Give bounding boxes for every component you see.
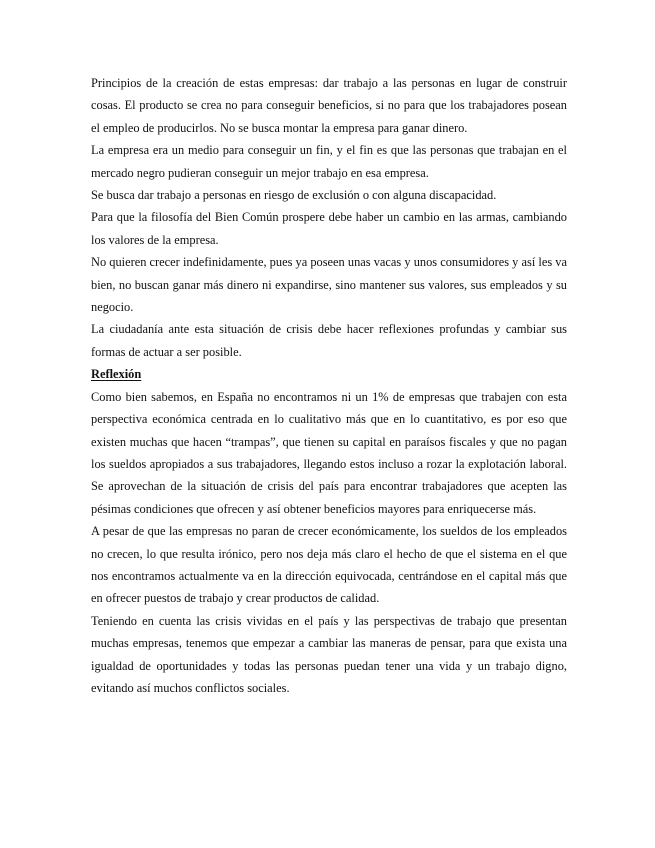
section-heading: Reflexión <box>91 367 142 382</box>
intro-section <box>91 72 567 363</box>
paragraph: Teniendo en cuenta las crisis vividas en el país y las perspectivas de trabajo que presentan muchas empresas, tenemos que empezar a cambiar las maneras de pensar, para que exista una igualdad de oportunidades y todas las personas puedan tener una vida y un trabajo digno, evitando así muchos conflictos sociales. <box>91 613 567 695</box>
paragraph: Principios de la creación de estas empresas: dar trabajo a las personas en lugar de construir cosas. El producto se crea no para conseguir beneficios, si no para que los trabajadores posean el empleo de producirlos. No se busca montar la empresa para ganar dinero. <box>91 76 567 135</box>
paragraph: La ciudadanía ante esta situación de crisis debe hacer reflexiones profundas y cambiar sus formas de actuar a ser posible. <box>91 322 567 359</box>
reflection-section <box>91 363 567 699</box>
paragraph: La empresa era un medio para conseguir un fin, y el fin es que las personas que trabajan en el mercado negro pudieran conseguir un mejor trabajo en esa empresa. <box>91 143 567 180</box>
document-page <box>91 72 567 699</box>
paragraph: Se busca dar trabajo a personas en riesgo de exclusión o con alguna discapacidad. <box>91 188 497 203</box>
paragraph: A pesar de que las empresas no paran de crecer económicamente, los sueldos de los empleados no crecen, lo que resulta irónico, pero nos deja más claro el hecho de que el sistema en el que nos encontramos actualmente va en la dirección equivocada, centrándose en el capital más que en ofrecer puestos de trabajo y crear productos de calidad. <box>91 524 567 606</box>
paragraph: Para que la filosofía del Bien Común prospere debe haber un cambio en las armas, cambiando los valores de la empresa. <box>91 210 567 247</box>
paragraph: Como bien sabemos, en España no encontramos ni un 1% de empresas que trabajen con esta perspectiva económica centrada en lo cualitativo más que en lo cuantitativo, es por eso que existen muchas que hacen “trampas”, que tienen su capital en paraísos fiscales y que no pagan los sueldos apropiados a sus trabajadores, llegando estos incluso a rozar la explotación laboral. Se aprovechan de la situación de crisis del país para encontrar trabajadores que acepten las pésimas condiciones que ofrecen y así obtener beneficios mayores para enriquecerse más. <box>91 389 567 516</box>
paragraph: No quieren crecer indefinidamente, pues ya poseen unas vacas y unos consumidores y así les va bien, no buscan ganar más dinero ni expandirse, sino mantener sus valores, sus empleados y su negocio. <box>91 255 567 315</box>
